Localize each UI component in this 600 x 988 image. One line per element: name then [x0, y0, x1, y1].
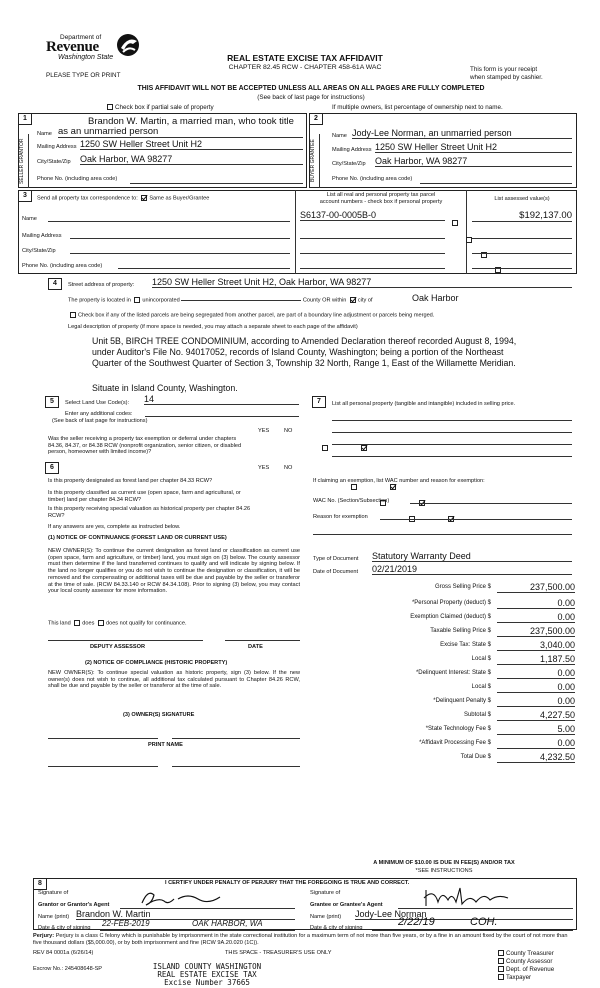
- doc-type-label: Type of Document: [313, 556, 359, 562]
- notice-1-text: NEW OWNER(S): To continue the current designation as forest land or classification as current use (open space, farm and agriculture, or timber) land, you must sign on (3) below. The county assessor must then determine if the land transferred continues to qualify and will indicate by signing below. If the land no longer qualifies or you do not wish to continue the designation or classification, it will be removed and the compensating or additional taxes will be due and payable by the seller or transferor at the time of sale. (RCW 84.33.140 or RCW 84.34.108). Prior to signing (3) below, you may contact your local county assessor for more information.: [48, 548, 300, 595]
- send-label: Send all property tax correspondence to:: [37, 195, 138, 202]
- legal-label: Legal description of property (if more space is needed, you may attach a separate sheet to each page of the affidavit): [68, 324, 358, 330]
- fee-label: Exemption Claimed (deduct) $: [410, 614, 491, 620]
- buyer-mailing-label: Mailing Address: [332, 147, 372, 153]
- distribution-checks: [496, 950, 554, 982]
- county-assessor-label: County Assessor: [506, 958, 553, 965]
- fee-value[interactable]: 237,500.00: [497, 626, 575, 637]
- corr-name-input[interactable]: [48, 221, 290, 222]
- personal-property-line-4[interactable]: [332, 456, 572, 457]
- notice-1-title: (1) NOTICE OF CONTINUANCE (FOREST LAND OR CURRENT USE): [48, 535, 227, 541]
- unincorporated-checkbox[interactable]: [134, 297, 140, 303]
- buyer-phone-label: Phone No. (including area code): [332, 176, 413, 182]
- if-yes-note: If any answers are yes, complete as instructed below.: [48, 524, 181, 530]
- fee-row: [313, 612, 575, 624]
- grantee-date-label: Date & city of signing: [310, 925, 363, 931]
- legal-line-4: Situate in Island County, Washington.: [92, 383, 238, 393]
- section-2-number: 2: [309, 113, 323, 125]
- dept-line2: Revenue: [46, 39, 99, 55]
- notice-2-text: NEW OWNER(S): To continue special valuation as historic property, sign (3) below. If the new owner(s) does not wish to continue, all additional tax calculated pursuant to Chapter 84.26 RCW, shall be due and payable by the seller or transferor at the time of sale.: [48, 670, 300, 690]
- fee-row: [313, 598, 575, 610]
- grantee-date-input[interactable]: 2/22/19: [398, 916, 435, 928]
- fee-label: *Delinquent Penalty $: [433, 698, 491, 704]
- exemption-yes-checkbox[interactable]: [322, 445, 328, 451]
- warning-sub: (See back of last page for instructions): [257, 94, 365, 101]
- grantor-agent-label: Grantor or Grantor's Agent: [38, 902, 110, 908]
- fee-note-2: *SEE INSTRUCTIONS: [415, 868, 473, 874]
- grantee-signature-icon[interactable]: [420, 884, 515, 910]
- partial-sale-check[interactable]: [105, 104, 214, 112]
- grantor-sig-label: Signature of: [38, 890, 69, 896]
- section-7-number: 7: [312, 396, 326, 408]
- city-input[interactable]: Oak Harbor: [412, 293, 459, 303]
- form-subtitle: CHAPTER 82.45 RCW - CHAPTER 458-61A WAC: [228, 64, 382, 71]
- seller-city-input[interactable]: Oak Harbor, WA 98277: [80, 154, 303, 165]
- s5-yes-header: YES: [258, 428, 270, 434]
- legal-line-2: under Auditor's File No. 94017052, records of Island County, Washington; being a portion of the Northeast: [92, 347, 504, 357]
- fee-row: [313, 752, 575, 764]
- wac-input[interactable]: [410, 503, 572, 504]
- seller-city-label: City/State/Zip: [37, 159, 71, 165]
- fee-label: *Affidavit Processing Fee $: [419, 740, 491, 746]
- assessor-date-label: DATE: [248, 644, 263, 650]
- buyer-city-label: City/State/Zip: [332, 161, 366, 167]
- receipt-note-2: when stamped by cashier.: [470, 74, 543, 81]
- fee-label: Taxable Selling Price $: [430, 628, 491, 634]
- qualify-line: [48, 620, 187, 627]
- assessed-value-1[interactable]: $192,137.00: [472, 210, 572, 222]
- s6-yes-header: YES: [258, 465, 270, 471]
- fee-value[interactable]: 237,500.00: [497, 582, 575, 593]
- fee-value[interactable]: 0.00: [497, 738, 575, 749]
- buyer-city-input[interactable]: Oak Harbor, WA 98277: [375, 156, 572, 167]
- buyer-side-label: BUYER GRANTEE: [310, 139, 316, 183]
- stamp-line-1: ISLAND COUNTY WASHINGTON: [152, 962, 262, 971]
- county-treasurer-checkbox[interactable]: [498, 950, 504, 956]
- exemption-question: Was the seller receiving a property tax exemption or deferral under chapters 84.36, 84.37, or 84.38 RCW (nonprofit organization, senior citizen, or disabled person, homeowner with limited income)?: [48, 436, 242, 456]
- tax-correspondence: [37, 195, 209, 202]
- treasurer-only-label: THIS SPACE - TREASURER'S USE ONLY: [225, 950, 332, 956]
- city-of-label: city of: [357, 297, 373, 304]
- fee-row: [313, 724, 575, 736]
- fee-row: [313, 710, 575, 722]
- receipt-note-1: This form is your receipt: [470, 66, 538, 73]
- fee-label: Subtotal $: [463, 712, 491, 718]
- county-treasurer-label: County Treasurer: [506, 950, 554, 957]
- perjury-notice: [33, 933, 577, 946]
- fee-value[interactable]: 0.00: [497, 696, 575, 707]
- buyer-phone-input[interactable]: [420, 183, 572, 184]
- print-note: PLEASE TYPE OR PRINT: [46, 72, 121, 79]
- fee-note-1: A MINIMUM OF $10.00 IS DUE IN FEE(S) AND/OR TAX: [373, 860, 515, 866]
- fee-value[interactable]: 4,232.50: [497, 752, 575, 763]
- county-assessor-checkbox[interactable]: [498, 958, 504, 964]
- parcel-number-2[interactable]: [300, 238, 445, 239]
- assessed-value-3[interactable]: [472, 253, 572, 254]
- fee-label: *Delinquent Interest: State $: [415, 670, 491, 676]
- reason-input-2[interactable]: [313, 534, 572, 535]
- assessed-header: List assessed value(s): [494, 196, 550, 202]
- taxpayer-label: Taxpayer: [506, 974, 532, 981]
- seller-phone-input[interactable]: [130, 183, 303, 184]
- parcel-number-4[interactable]: [300, 268, 445, 269]
- escrow-number: Escrow No.: 245408648-SP: [33, 966, 103, 972]
- corr-mailing-label: Mailing Address: [22, 233, 62, 239]
- forest-question: Is this property designated as forest land per chapter 84.33 RCW?: [48, 478, 213, 484]
- partial-sale-label: Check box if partial sale of property: [115, 104, 214, 111]
- doc-type-input[interactable]: Statutory Warranty Deed: [372, 551, 572, 562]
- fee-label: *Personal Property (deduct) $: [411, 600, 491, 606]
- grantee-city-input[interactable]: COH.: [470, 916, 498, 928]
- does-checkbox[interactable]: [74, 620, 80, 626]
- perjury-label: Perjury:: [33, 933, 55, 939]
- buyer-name-input[interactable]: Jody-Lee Norman, an unmarried person: [352, 128, 572, 139]
- seller-mailing-input[interactable]: 1250 SW Heller Street Unit H2: [80, 139, 303, 150]
- fee-row: [313, 738, 575, 750]
- personal-property-line-3[interactable]: [332, 444, 572, 445]
- treasurer-stamp: [132, 963, 282, 987]
- fee-row: [313, 668, 575, 680]
- does-not-checkbox[interactable]: [98, 620, 104, 626]
- grantor-signature-icon[interactable]: [138, 887, 228, 909]
- grantor-name-label: Name (print): [38, 914, 70, 920]
- dept-line3: Washington State: [58, 54, 114, 61]
- corr-phone-label: Phone No. (including area code): [22, 263, 103, 269]
- fee-label: Local $: [471, 684, 491, 690]
- fee-label: Total Due $: [460, 754, 491, 760]
- fee-value[interactable]: 0.00: [497, 682, 575, 693]
- fee-row: [313, 582, 575, 594]
- reason-input-1[interactable]: [380, 519, 572, 520]
- deputy-assessor-label: DEPUTY ASSESSOR: [90, 644, 146, 650]
- does-label: does: [82, 620, 95, 627]
- fee-value[interactable]: 1,187.50: [497, 654, 575, 665]
- corr-mailing-input[interactable]: [70, 238, 290, 239]
- fee-row: [313, 682, 575, 694]
- segregate-checkbox[interactable]: [70, 312, 76, 318]
- s6-no-header: NO: [284, 465, 293, 471]
- dept-revenue-label: Dept. of Revenue: [506, 966, 555, 973]
- assessor-date-line[interactable]: [225, 640, 300, 641]
- section-6-number: 6: [45, 462, 59, 474]
- does-not-label: does not qualify for continuance.: [105, 620, 187, 627]
- fee-label: Local $: [471, 656, 491, 662]
- certify-text: I CERTIFY UNDER PENALTY OF PERJURY THAT THE FOREGOING IS TRUE AND CORRECT.: [165, 880, 410, 886]
- seller-name-line2[interactable]: as an unmarried person: [58, 126, 303, 138]
- location-line: [68, 297, 373, 304]
- grantee-name-label: Name (print): [310, 914, 342, 920]
- grantor-date-label: Date & city of signing: [38, 925, 91, 931]
- assessed-value-4[interactable]: [472, 268, 572, 269]
- print-name-label: PRINT NAME: [148, 742, 183, 748]
- personal-property-line-1[interactable]: [332, 420, 572, 421]
- fee-row: [313, 654, 575, 666]
- fee-row: [313, 626, 575, 638]
- section-4-number: 4: [48, 278, 62, 290]
- owner-print-line-2[interactable]: [172, 766, 300, 767]
- city-of-checkbox[interactable]: [350, 297, 356, 303]
- legal-line-1: Unit 5B, BIRCH TREE CONDOMINIUM, according to Amended Declaration thereof recorded August 8, 1994,: [92, 336, 517, 346]
- deputy-assessor-line[interactable]: [48, 640, 203, 641]
- seller-side-label: SELLER GRANTOR: [19, 138, 25, 184]
- personal-property-checkbox-1[interactable]: [452, 220, 458, 226]
- notice-2-title: (2) NOTICE OF COMPLIANCE (HISTORIC PROPERTY): [85, 660, 228, 666]
- grantee-agent-label: Grantee or Grantee's Agent: [310, 902, 383, 908]
- parcel-number-1[interactable]: S6137-00-0005B-0: [300, 210, 445, 221]
- form-title: REAL ESTATE EXCISE TAX AFFIDAVIT: [227, 53, 383, 63]
- seller-phone-label: Phone No. (including area code): [37, 176, 118, 182]
- taxpayer-checkbox[interactable]: [498, 974, 504, 980]
- legal-description[interactable]: [92, 336, 516, 394]
- fee-value[interactable]: 4,227.50: [497, 710, 575, 721]
- dept-line1: Department of: [60, 34, 102, 41]
- warning-text: THIS AFFIDAVIT WILL NOT BE ACCEPTED UNLESS ALL AREAS ON ALL PAGES ARE FULLY COMPLETED: [137, 85, 485, 92]
- fee-label: Excise Tax: State $: [440, 642, 491, 648]
- located-in-label: The property is located in: [68, 297, 131, 304]
- county-or-within-label: County OR within: [302, 297, 347, 304]
- wac-label: WAC No. (Section/Subsection): [313, 498, 390, 504]
- parcel-header-2: account numbers - check box if personal property: [319, 199, 443, 205]
- doc-date-input[interactable]: 02/21/2019: [372, 564, 572, 575]
- grantor-city-input[interactable]: OAK HARBOR, WA: [192, 919, 263, 928]
- fee-value[interactable]: 0.00: [497, 612, 575, 623]
- additional-codes-label: Enter any additional codes:: [65, 411, 133, 417]
- grantee-name-input[interactable]: Jody-Lee Norman: [355, 909, 573, 920]
- dor-logo-mark-icon: [115, 32, 143, 58]
- multiple-owners-note: If multiple owners, list percentage of ownership next to name.: [332, 104, 503, 111]
- corr-city-label: City/State/Zip: [22, 248, 56, 254]
- parcel-header-1: List all real and personal property tax parcel: [326, 192, 436, 198]
- owner-signature-label: (3) OWNER(S) SIGNATURE: [123, 712, 195, 718]
- owner-sig-line-2[interactable]: [172, 738, 300, 739]
- parcel-number-3[interactable]: [300, 253, 445, 254]
- historic-question: Is this property receiving special valuation as historical property per chapter 84.26 RCW?: [48, 506, 251, 519]
- owner-sig-line-1[interactable]: [48, 738, 158, 739]
- section-1-number: 1: [18, 113, 32, 125]
- street-label: Street address of property:: [68, 282, 135, 288]
- dor-logo: [46, 34, 166, 61]
- additional-codes-input[interactable]: [145, 416, 299, 417]
- buyer-mailing-input[interactable]: 1250 SW Heller Street Unit H2: [375, 142, 572, 153]
- fee-row: [313, 640, 575, 652]
- same-as-buyer-checkbox[interactable]: [141, 195, 147, 201]
- segregate-line: [68, 312, 434, 319]
- land-use-input[interactable]: 14: [144, 394, 299, 405]
- seller-mailing-label: Mailing Address: [37, 144, 77, 150]
- grantee-sig-label: Signature of: [310, 890, 341, 896]
- exemption-no-checkbox[interactable]: [361, 445, 367, 451]
- street-address-input[interactable]: 1250 SW Heller Street Unit H2, Oak Harbor, WA 98277: [152, 277, 572, 288]
- section-3-number: 3: [18, 190, 32, 202]
- stamp-line-3: Excise Number 37665: [164, 978, 250, 987]
- reason-label: Reason for exemption: [313, 514, 368, 520]
- s5-no-header: NO: [284, 428, 293, 434]
- doc-date-label: Date of Document: [313, 569, 359, 575]
- section-8-number: 8: [33, 878, 47, 890]
- personal-property-line-2[interactable]: [332, 432, 572, 433]
- personal-property-label: List all personal property (tangible and intangible) included in selling price.: [332, 401, 516, 407]
- grantor-date-input[interactable]: 22-FEB-2019: [102, 919, 150, 928]
- assessed-value-2[interactable]: [472, 238, 572, 239]
- fee-value[interactable]: 3,040.00: [497, 640, 575, 651]
- rev-number: REV 84 0001a (6/26/14): [33, 950, 94, 956]
- section-5-number: 5: [45, 396, 59, 408]
- buyer-name-label: Name: [332, 133, 347, 139]
- same-as-label: Same as Buyer/Grantee: [149, 195, 210, 202]
- corr-city-input[interactable]: [70, 253, 290, 254]
- segregate-label: Check box if any of the listed parcels are being segregated from another parcel, are part of a boundary line adjustment or parcels being merged.: [78, 312, 435, 319]
- additional-note: (See back of last page for instructions): [52, 418, 148, 424]
- stamp-line-2: REAL ESTATE EXCISE TAX: [157, 970, 257, 979]
- fee-value[interactable]: 0.00: [497, 668, 575, 679]
- fee-row: [313, 696, 575, 708]
- exemption-claim-label: If claiming an exemption, list WAC number and reason for exemption:: [313, 478, 485, 484]
- fee-label: Gross Selling Price $: [434, 584, 491, 590]
- unincorporated-label: unincorporated: [142, 297, 180, 304]
- owner-print-line-1[interactable]: [48, 766, 158, 767]
- grantor-name-input[interactable]: Brandon W. Martin: [76, 909, 295, 920]
- fee-label: *State Technology Fee $: [425, 726, 491, 732]
- fee-value[interactable]: 0.00: [497, 598, 575, 609]
- this-land-label: This land: [48, 620, 71, 627]
- legal-line-3: Quarter of the Southwest Quarter of Section 3, Township 32 North, Range 1, East of the Willamette Meridian.: [92, 358, 516, 368]
- dept-revenue-checkbox[interactable]: [498, 966, 504, 972]
- partial-sale-checkbox[interactable]: [107, 104, 113, 110]
- seller-name-label: Name: [37, 131, 52, 137]
- fee-value[interactable]: 5.00: [497, 724, 575, 735]
- corr-phone-input[interactable]: [118, 268, 290, 269]
- perjury-text: Perjury is a class C felony which is punishable by imprisonment in the state correctional institution for a maximum term of not more than five years, or by a fine in an amount fixed by the court of not more than five thousand dollars ($5,000.00), or by both imprisonment and fine (RCW 9A.20.020 (1C)).: [33, 933, 568, 946]
- corr-name-label: Name: [22, 216, 37, 222]
- land-use-label: Select Land Use Code(s):: [65, 400, 130, 406]
- seller-name-line1[interactable]: Brandon W. Martin, a married man, who took title: [88, 116, 294, 127]
- current-use-question: Is this property classified as current use (open space, farm and agricultural, or timber) land per chapter 84.34 RCW?: [48, 490, 241, 503]
